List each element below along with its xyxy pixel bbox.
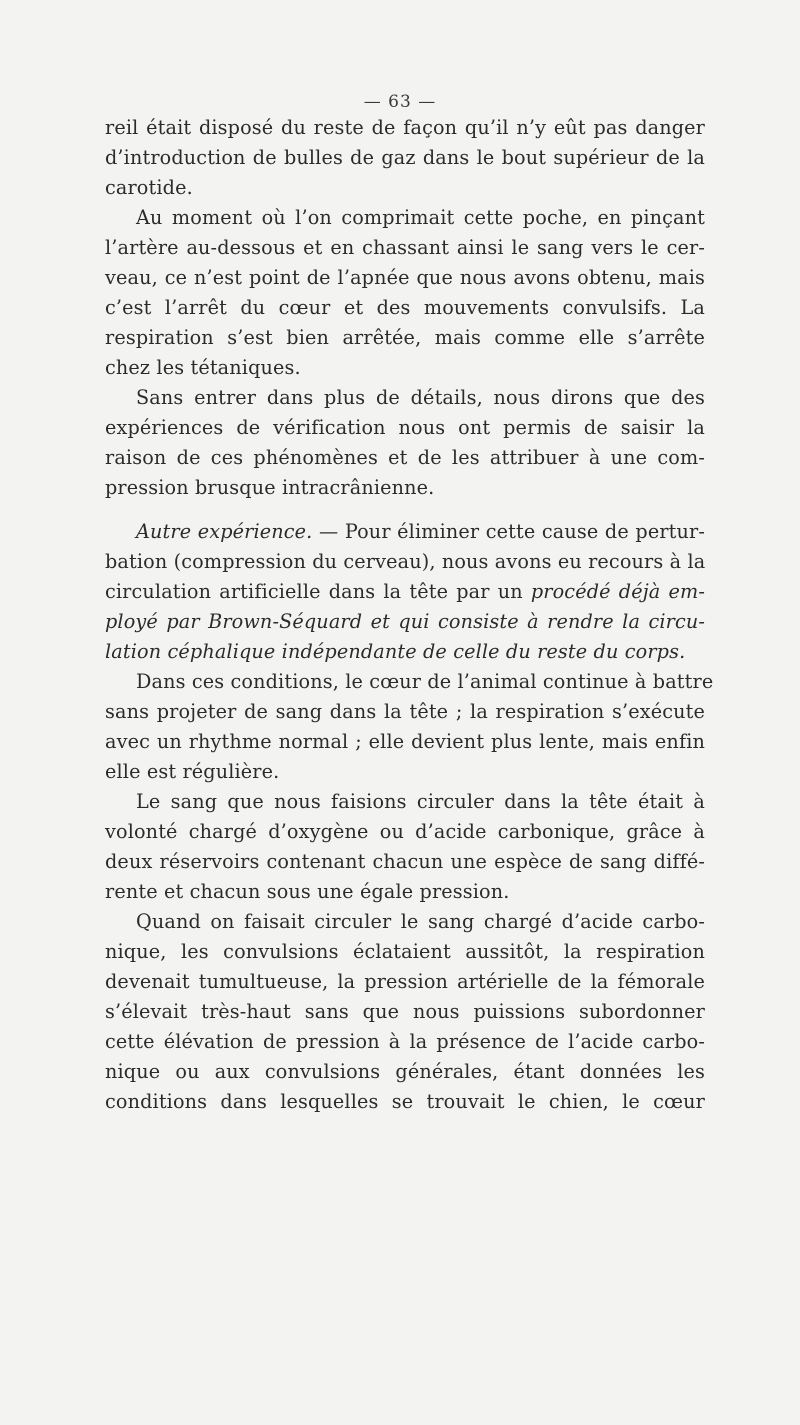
text-line: carotide. bbox=[105, 176, 193, 199]
text-line: devenait tumultueuse, la pression artérielle de la fémorale bbox=[105, 970, 705, 993]
text-line: deux réservoirs contenant chacun une espèce de sang diffé- bbox=[105, 850, 705, 873]
text-line: rente et chacun sous une égale pression. bbox=[105, 880, 510, 903]
text-run-italic: ployé par Brown-Séquard et qui consiste à rendre la circu- bbox=[105, 610, 705, 633]
text-line bbox=[105, 577, 705, 607]
text-line: Dans ces conditions, le cœur de l’animal continue à battre bbox=[136, 670, 714, 693]
text-line: s’élevait très-haut sans que nous puissions subordonner bbox=[105, 1000, 705, 1023]
text-line bbox=[105, 607, 705, 637]
paragraph bbox=[105, 113, 705, 203]
text-line bbox=[105, 637, 705, 667]
paragraph bbox=[105, 907, 705, 1117]
text-line: nique, les convulsions éclataient aussitôt, la respiration bbox=[105, 940, 705, 963]
text-run: circulation artificielle dans la tête par un bbox=[105, 580, 531, 603]
paragraph bbox=[105, 787, 705, 907]
text-line: respiration s’est bien arrêtée, mais comme elle s’arrête bbox=[105, 326, 705, 349]
text-line: cette élévation de pression à la présence de l’acide carbo- bbox=[105, 1030, 705, 1053]
page-number: — 63 — bbox=[363, 92, 437, 112]
text-line: raison de ces phénomènes et de les attribuer à une com- bbox=[105, 446, 705, 469]
text-run-italic: procédé déjà em- bbox=[530, 580, 705, 603]
text-line: Au moment où l’on comprimait cette poche, en pinçant bbox=[136, 206, 705, 229]
text-line bbox=[105, 547, 705, 577]
body-text bbox=[105, 113, 714, 1117]
text-line: Le sang que nous faisions circuler dans la tête était à bbox=[136, 790, 705, 813]
text-line: expériences de vérification nous ont permis de saisir la bbox=[105, 416, 705, 439]
paragraph bbox=[105, 517, 705, 667]
text-line: reil était disposé du reste de façon qu’il n’y eût pas danger bbox=[105, 116, 705, 139]
text-line: chez les tétaniques. bbox=[105, 356, 301, 379]
text-line: elle est régulière. bbox=[105, 760, 280, 783]
text-line: sans projeter de sang dans la tête ; la respiration s’exécute bbox=[105, 700, 705, 723]
text-run: bation (compression du cerveau), nous avons eu recours à la bbox=[105, 550, 706, 573]
paragraph bbox=[105, 383, 705, 503]
paragraph bbox=[105, 667, 714, 787]
text-run-italic: lation céphalique indépendante de celle du reste du corps. bbox=[105, 640, 686, 663]
text-run: — Pour éliminer cette cause de pertur- bbox=[312, 520, 705, 543]
text-line: avec un rhythme normal ; elle devient plus lente, mais enfin bbox=[105, 730, 705, 753]
text-line: volonté chargé d’oxygène ou d’acide carbonique, grâce à bbox=[105, 820, 705, 843]
text-line: Sans entrer dans plus de détails, nous dirons que des bbox=[136, 386, 705, 409]
text-line: l’artère au-dessous et en chassant ainsi le sang vers le cer- bbox=[105, 236, 705, 259]
text-line: c’est l’arrêt du cœur et des mouvements convulsifs. La bbox=[105, 296, 705, 319]
text-line: pression brusque intracrânienne. bbox=[105, 476, 435, 499]
text-line: veau, ce n’est point de l’apnée que nous avons obtenu, mais bbox=[105, 266, 705, 289]
text-line: nique ou aux convulsions générales, étant données les bbox=[105, 1060, 705, 1083]
section-heading: Autre expérience. bbox=[136, 520, 313, 543]
text-line: d’introduction de bulles de gaz dans le bout supérieur de la bbox=[105, 146, 705, 169]
paragraph bbox=[105, 203, 705, 383]
text-line bbox=[105, 517, 705, 547]
text-line: conditions dans lesquelles se trouvait le chien, le cœur bbox=[105, 1090, 705, 1113]
text-line: Quand on faisait circuler le sang chargé d’acide carbo- bbox=[136, 910, 705, 933]
